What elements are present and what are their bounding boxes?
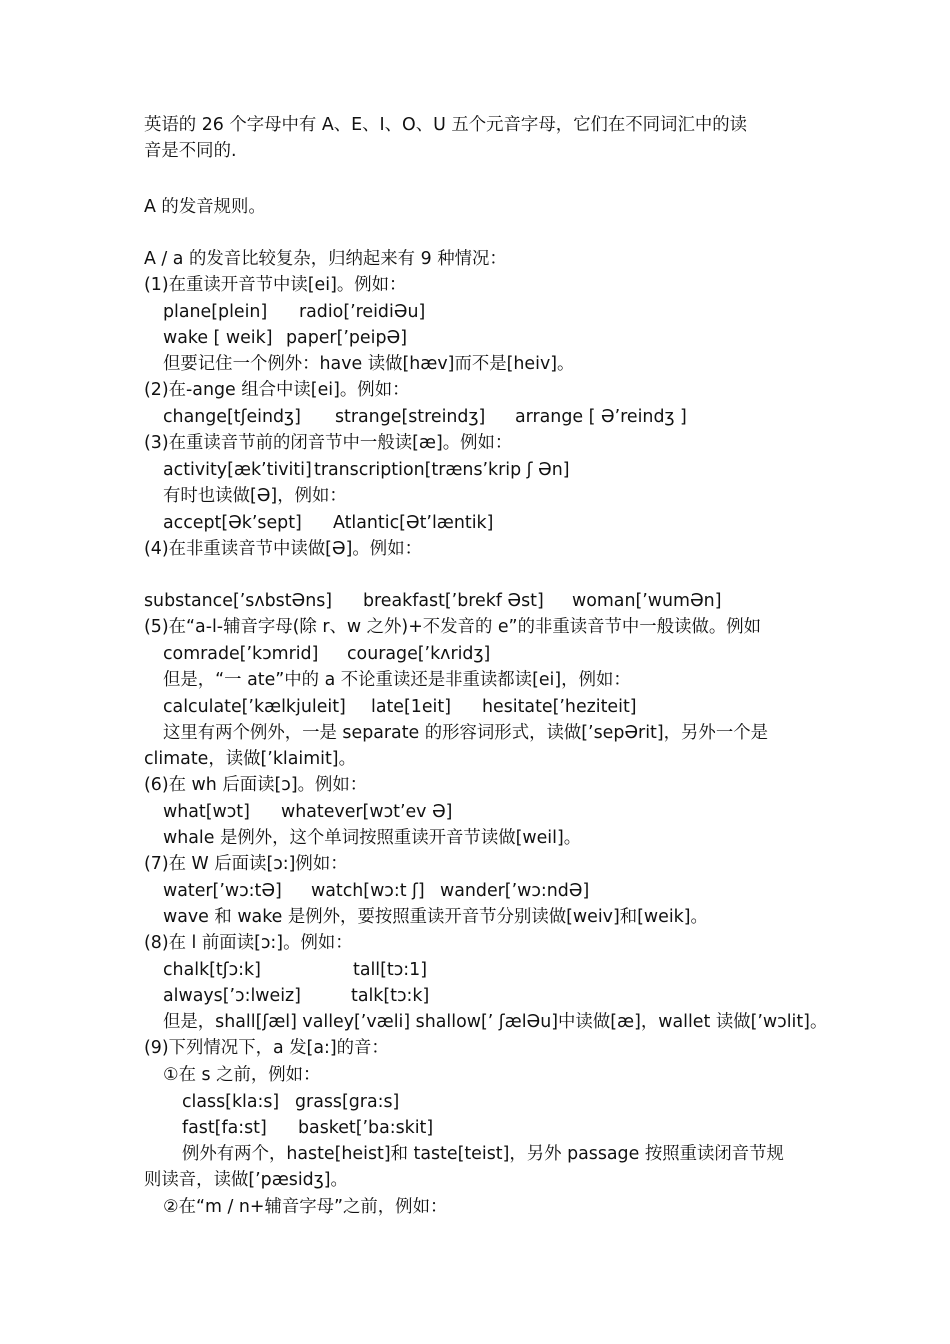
example-word: talk[tɔ:k] bbox=[351, 986, 430, 1006]
example-word: fast[fa:st] bbox=[182, 1118, 267, 1138]
example-word: courage[’kʌridʒ] bbox=[347, 644, 491, 664]
example-word: wander[’wɔ:ndƏ] bbox=[440, 881, 590, 901]
example-word: what[wɔt] bbox=[163, 802, 250, 822]
rule9-subheading: ②在“m / n+辅音字母”之前，例如： bbox=[163, 1197, 448, 1217]
rule7-example-row bbox=[163, 878, 589, 904]
rule3-note: 有时也读做[Ə]，例如： bbox=[163, 486, 347, 506]
rule8-example-row bbox=[163, 957, 427, 983]
example-word: class[kla:s] bbox=[182, 1092, 280, 1112]
rule1-heading: (1)在重读开音节中读[ei]。例如： bbox=[144, 275, 407, 295]
rule5-example-row bbox=[163, 694, 637, 720]
example-word: substance[’sʌbstƏns] bbox=[144, 591, 333, 611]
example-word: comrade[’kɔmrid] bbox=[163, 644, 319, 664]
rule8-note: 但是，shall[ʃæl] valley[’væli] shallow[’ ʃælƏu]中读做[æ]，wallet 读做[’wɔlit]。 bbox=[163, 1012, 828, 1032]
rule5-note: 这里有两个例外，一是 separate 的形容词形式，读做[’sepƏrit]，另外一个是 bbox=[163, 723, 768, 743]
example-word: always[’ɔ:lweiz] bbox=[163, 986, 301, 1006]
rule9-note: 例外有两个，haste[heist]和 taste[teist]，另外 passage 按照重读闭音节规 bbox=[182, 1144, 784, 1164]
rule4-heading: (4)在非重读音节中读做[Ə]。例如： bbox=[144, 539, 422, 559]
example-word: grass[gra:s] bbox=[295, 1092, 400, 1112]
example-word: Atlantic[Ət’læntik] bbox=[333, 513, 494, 533]
rule9-heading: (9)下列情况下，a 发[a:]的音： bbox=[144, 1038, 389, 1058]
rule5-note-continued: climate，读做[’klaimit]。 bbox=[144, 749, 356, 769]
rule8-example-row bbox=[163, 983, 429, 1009]
example-word: radio[’reidiƏu] bbox=[299, 302, 426, 322]
rule7-note: wave 和 wake 是例外，要按照重读开音节分别读做[weiv]和[weik]。 bbox=[163, 907, 708, 927]
example-word: whatever[wɔt’ev Ə] bbox=[281, 802, 453, 822]
rule3-example-row bbox=[163, 457, 570, 483]
example-word: tall[tɔ:1] bbox=[353, 960, 428, 980]
rule9-note-continued: 则读音，读做[’pæsidʒ]。 bbox=[144, 1170, 348, 1190]
rule8-heading: (8)在 l 前面读[ɔ:]。例如： bbox=[144, 933, 353, 953]
rule4-example-row bbox=[144, 588, 721, 614]
example-word: paper[’peipƏ] bbox=[286, 328, 407, 348]
rule2-heading: (2)在-ange 组合中读[ei]。例如： bbox=[144, 380, 410, 400]
rule9-example-row bbox=[182, 1089, 399, 1115]
rule3-heading: (3)在重读音节前的闭音节中一般读[æ]。例如： bbox=[144, 433, 513, 453]
example-word: breakfast[’brekf Əst] bbox=[363, 591, 544, 611]
example-word: transcription[træns’krip ʃ Ən] bbox=[314, 460, 570, 480]
rule7-heading: (7)在 W 后面读[ɔ:]例如： bbox=[144, 854, 348, 874]
rule1-example-row bbox=[163, 325, 407, 351]
rule1-note: 但要记住一个例外：have 读做[hæv]而不是[heiv]。 bbox=[163, 354, 575, 374]
rule2-example-row bbox=[163, 404, 687, 430]
rule6-example-row bbox=[163, 799, 452, 825]
example-word: accept[Ək’sept] bbox=[163, 513, 302, 533]
rule6-note: whale 是例外，这个单词按照重读开音节读做[weil]。 bbox=[163, 828, 582, 848]
example-word: arrange [ Ə’reindʒ ] bbox=[515, 407, 687, 427]
intro-line-1: 英语的 26 个字母中有 A、E、I、O、U 五个元音字母，它们在不同词汇中的读 bbox=[144, 115, 748, 135]
example-word: change[tʃeindʒ] bbox=[163, 407, 301, 427]
rule5-heading: (5)在“a-l-辅音字母(除 r、w 之外)+不发音的 e”的非重读音节中一般读做。例如 bbox=[144, 617, 762, 637]
example-word: late[1eit] bbox=[371, 697, 451, 717]
example-word: strange[streindʒ] bbox=[335, 407, 486, 427]
example-word: watch[wɔ:t ʃ] bbox=[311, 881, 425, 901]
rule3-example-row bbox=[163, 510, 493, 536]
example-word: water[’wɔ:tƏ] bbox=[163, 881, 282, 901]
example-word: hesitate[’heziteit] bbox=[482, 697, 637, 717]
rule1-example-row bbox=[163, 299, 425, 325]
example-word: activity[æk’tiviti] bbox=[163, 460, 312, 480]
rule5-note: 但是，“一 ate”中的 a 不论重读还是非重读都读[ei]，例如： bbox=[163, 670, 631, 690]
example-word: woman[’wumƏn] bbox=[572, 591, 722, 611]
example-word: basket[’ba:skit] bbox=[298, 1118, 434, 1138]
rule5-example-row bbox=[163, 641, 490, 667]
rule6-heading: (6)在 wh 后面读[ɔ]。例如： bbox=[144, 775, 368, 795]
section-title: A 的发音规则。 bbox=[144, 197, 266, 217]
example-word: calculate[’kælkjuleit] bbox=[163, 697, 346, 717]
summary-line: A / a 的发音比较复杂，归纳起来有 9 种情况： bbox=[144, 249, 507, 269]
example-word: plane[plein] bbox=[163, 302, 268, 322]
intro-line-2: 音是不同的. bbox=[144, 141, 237, 161]
rule9-subheading: ①在 s 之前，例如： bbox=[163, 1065, 321, 1085]
example-word: chalk[tʃɔ:k] bbox=[163, 960, 261, 980]
example-word: wake [ weik] bbox=[163, 328, 273, 348]
rule9-example-row bbox=[182, 1115, 433, 1141]
